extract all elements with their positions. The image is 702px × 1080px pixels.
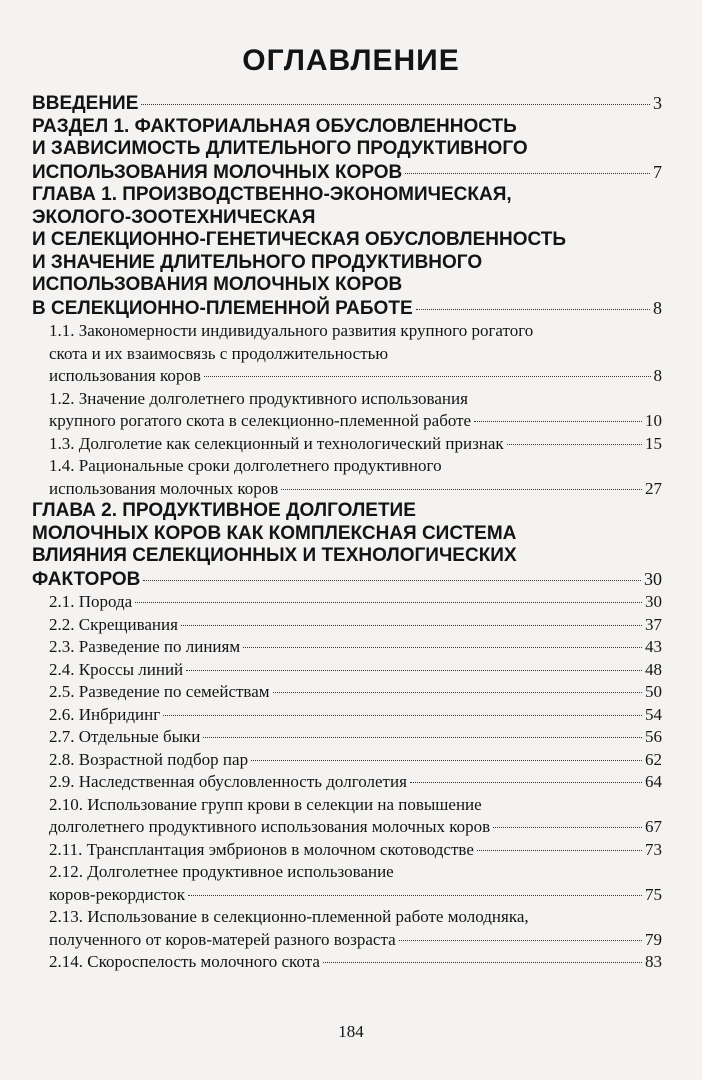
toc-subsection-entry [32,455,662,500]
toc-entry-text: 2.8. Возрастной подбор пар [49,749,249,769]
dot-leader [405,173,650,174]
toc-entry-last-line [49,929,662,952]
dot-leader [273,692,642,693]
toc-page-number: 48 [645,659,662,679]
toc-subsection-entry [32,726,662,749]
toc-entry-last-line [49,704,662,727]
toc-entry-text: полученного от коров-матерей разного возраста [49,929,396,949]
dot-leader [141,104,650,105]
dot-leader [416,309,650,310]
toc-entry-last-line [49,365,662,388]
toc-subsection-entry [32,681,662,704]
dot-leader [474,421,642,422]
toc-entry-text: И СЕЛЕКЦИОННО-ГЕНЕТИЧЕСКАЯ ОБУСЛОВЛЕННОСТЬ [32,229,567,250]
toc-page-number: 73 [645,839,662,859]
page-number: 184 [338,1022,364,1041]
toc-entry-last-line [32,568,662,592]
toc-entry-text: 2.10. Использование групп крови в селекции на повышение [49,794,482,814]
toc-entry-last-line [49,726,662,749]
toc-section-entry [32,500,662,591]
toc-entry-text: 1.4. Рациональные сроки долголетнего продуктивного [49,456,442,475]
toc-entry-text: долголетнего продуктивного использования молочных коров [49,817,491,836]
dot-leader [281,489,642,490]
table-of-contents [32,92,662,974]
dot-leader [181,625,642,626]
toc-entry-last-line [49,951,662,974]
toc-page-number: 79 [645,929,662,949]
toc-entry-text: крупного рогатого скота в селекционно-племенной работе [49,411,472,430]
toc-section-entry [32,184,662,320]
toc-entry-text: ИСПОЛЬЗОВАНИЯ МОЛОЧНЫХ КОРОВ [32,274,403,295]
toc-subsection-entry [32,861,662,906]
toc-subsection-entry [32,388,662,433]
dot-leader [399,940,642,941]
dot-leader [186,670,642,671]
dot-leader [163,715,642,716]
toc-entry-text: 2.2. Скрещивания [49,614,178,634]
toc-section-entry [32,116,662,185]
toc-subsection-entry [32,749,662,772]
toc-subsection-entry [32,636,662,659]
toc-entry-text: 2.11. Трансплантация эмбрионов в молочном скотоводстве [49,839,474,859]
toc-subsection-entry [32,704,662,727]
dot-leader [507,444,642,445]
toc-page-number: 30 [645,592,662,611]
toc-entry-text: 2.14. Скороспелость молочного скота [49,952,320,971]
toc-page-number: 67 [645,817,662,836]
toc-entry-text: 2.4. Кроссы линий [49,659,184,679]
toc-entry-last-line [49,681,662,704]
dot-leader [251,760,642,761]
toc-entry-text: 1.3. Долголетие как селекционный и технологический признак [49,433,504,453]
dot-leader [135,602,642,603]
toc-page-number: 8 [653,297,662,318]
toc-page-number: 37 [645,614,662,634]
dot-leader [493,827,642,828]
toc-page-number: 3 [653,93,662,113]
toc-page-number: 7 [653,161,662,182]
toc-entry-text: ИСПОЛЬЗОВАНИЯ МОЛОЧНЫХ КОРОВ [32,161,403,183]
toc-entry-text: скота и их взаимосвязь с продолжительностью [49,343,389,363]
toc-entry-text: 2.9. Наследственная обусловленность долголетия [49,772,407,791]
toc-entry-text: 2.3. Разведение по линиям [49,637,241,656]
toc-subsection-entry [32,320,662,388]
toc-entry-text: И ЗНАЧЕНИЕ ДЛИТЕЛЬНОГО ПРОДУКТИВНОГО [32,251,483,273]
toc-entry-last-line [49,659,662,682]
toc-entry-last-line [49,614,662,637]
toc-subsection-entry [32,794,662,839]
toc-subsection-entry [32,591,662,614]
dot-leader [204,376,651,377]
toc-entry-text: 2.1. Порода [49,592,133,611]
toc-entry-text: 2.5. Разведение по семействам [49,682,270,701]
toc-entry-text: И ЗАВИСИМОСТЬ ДЛИТЕЛЬНОГО ПРОДУКТИВНОГО [32,138,528,159]
toc-entry-text: ФАКТОРОВ [32,568,141,590]
toc-page-number: 15 [645,433,662,453]
toc-entry-text: ГЛАВА 1. ПРОИЗВОДСТВЕННО-ЭКОНОМИЧЕСКАЯ, [32,184,512,205]
toc-entry-last-line [49,884,662,907]
toc-entry-last-line [49,771,662,794]
toc-entry-last-line [49,478,662,501]
toc-subsection-entry [32,771,662,794]
toc-entry-last-line [49,839,662,862]
toc-entry-text: ГЛАВА 2. ПРОДУКТИВНОЕ ДОЛГОЛЕТИЕ [32,500,416,521]
toc-entry-text: 1.2. Значение долголетнего продуктивного использования [49,388,468,408]
toc-entry-text: 1.1. Закономерности индивидуального развития крупного рогатого [49,321,534,340]
toc-subsection-entry [32,906,662,951]
toc-page-number: 62 [645,749,662,769]
toc-entry-text: В СЕЛЕКЦИОННО-ПЛЕМЕННОЙ РАБОТЕ [32,297,413,319]
toc-entry-last-line [49,749,662,772]
toc-entry-text: коров-рекордисток [49,884,186,904]
toc-entry-text: ВВЕДЕНИЕ [32,93,139,114]
toc-page-number: 56 [645,727,662,746]
toc-page-number: 27 [645,478,662,498]
toc-entry-text: 2.6. Инбридинг [49,704,161,724]
dot-leader [188,895,642,896]
toc-subsection-entry [32,659,662,682]
dot-leader [143,580,641,581]
toc-subsection-entry [32,951,662,974]
toc-page-number: 10 [645,411,662,430]
dot-leader [243,647,642,648]
toc-entry-text: 2.7. Отдельные быки [49,727,201,746]
toc-page-number: 64 [645,772,662,791]
toc-entry-last-line [49,410,662,433]
dot-leader [410,782,642,783]
toc-page-number: 50 [645,682,662,701]
toc-entry-text: 2.13. Использование в селекционно-племенной работе молодняка, [49,907,529,926]
toc-entry-last-line [49,433,662,456]
toc-entry-last-line [32,297,662,321]
dot-leader [203,737,642,738]
dot-leader [477,850,642,851]
toc-entry-text: РАЗДЕЛ 1. ФАКТОРИАЛЬНАЯ ОБУСЛОВЛЕННОСТЬ [32,115,517,137]
toc-page-number: 8 [653,366,662,385]
toc-entry-last-line [49,591,662,614]
toc-page-number: 54 [645,704,662,724]
page-title: ОГЛАВЛЕНИЕ [242,44,460,77]
toc-entry-last-line [32,161,662,185]
toc-section-entry [32,92,662,116]
toc-entry-last-line [49,636,662,659]
toc-entry-text: ЭКОЛОГО-ЗООТЕХНИЧЕСКАЯ [32,206,316,228]
toc-page-number: 43 [645,637,662,656]
toc-entry-text: 2.12. Долголетнее продуктивное использование [49,862,394,881]
toc-entry-text: использования коров [49,366,201,385]
toc-page-number: 30 [644,568,662,589]
toc-entry-text: использования молочных коров [49,478,279,498]
toc-entry-last-line [49,816,662,839]
toc-entry-last-line [32,92,662,116]
dot-leader [323,962,642,963]
toc-page-number: 75 [645,884,662,904]
toc-subsection-entry [32,433,662,456]
toc-entry-text: ВЛИЯНИЯ СЕЛЕКЦИОННЫХ И ТЕХНОЛОГИЧЕСКИХ [32,545,517,566]
toc-page-number: 83 [645,952,662,971]
toc-entry-text: МОЛОЧНЫХ КОРОВ КАК КОМПЛЕКСНАЯ СИСТЕМА [32,522,517,544]
toc-subsection-entry [32,839,662,862]
toc-subsection-entry [32,614,662,637]
